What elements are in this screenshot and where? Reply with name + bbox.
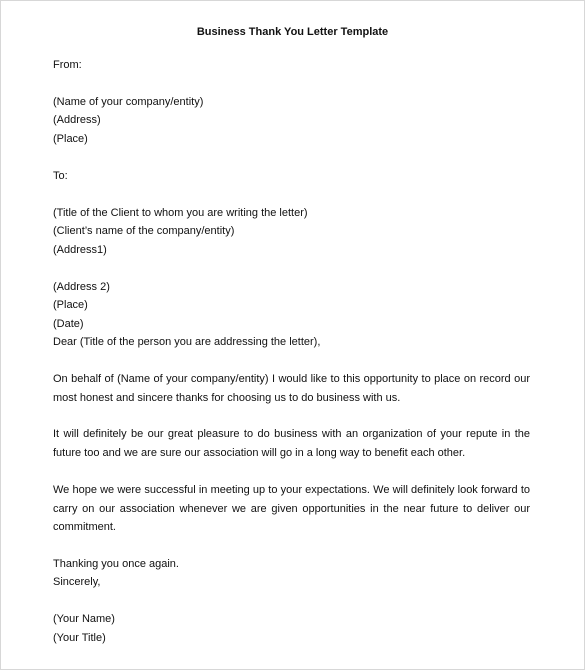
sign-off: Sincerely,	[53, 576, 101, 588]
to-label: To:	[53, 170, 68, 182]
closing-line: Thanking you once again.	[53, 558, 179, 570]
from-label: From:	[53, 59, 82, 71]
recipient-date: (Date)	[53, 318, 84, 330]
recipient-address1: (Address1)	[53, 244, 107, 256]
signature-title: (Your Title)	[53, 632, 106, 644]
recipient-company: (Client’s name of the company/entity)	[53, 225, 235, 237]
sender-place: (Place)	[53, 133, 88, 145]
sender-address: (Address)	[53, 114, 101, 126]
salutation: Dear (Title of the person you are addressing the letter),	[53, 336, 321, 348]
page-title: Business Thank You Letter Template	[196, 26, 389, 38]
body-paragraph-2: It will definitely be our great pleasure to do business with an organization of your repute in the future too and we are sure our association will go in a long way to benefit each other.	[53, 428, 530, 459]
recipient-place: (Place)	[53, 299, 88, 311]
recipient-title: (Title of the Client to whom you are writing the letter)	[53, 207, 308, 219]
recipient-address2: (Address 2)	[53, 281, 110, 293]
signature-name: (Your Name)	[53, 613, 115, 625]
body-paragraph-1: On behalf of (Name of your company/entity) I would like to this opportunity to place on record our most honest and sincere thanks for choosing us to do business with us.	[53, 373, 530, 404]
sender-company: (Name of your company/entity)	[53, 96, 204, 108]
body-paragraph-3: We hope we were successful in meeting up to your expectations. We will definitely look forward to carry on our association whenever we are given opportunities in the near future to deliver our commitment.	[53, 484, 530, 533]
